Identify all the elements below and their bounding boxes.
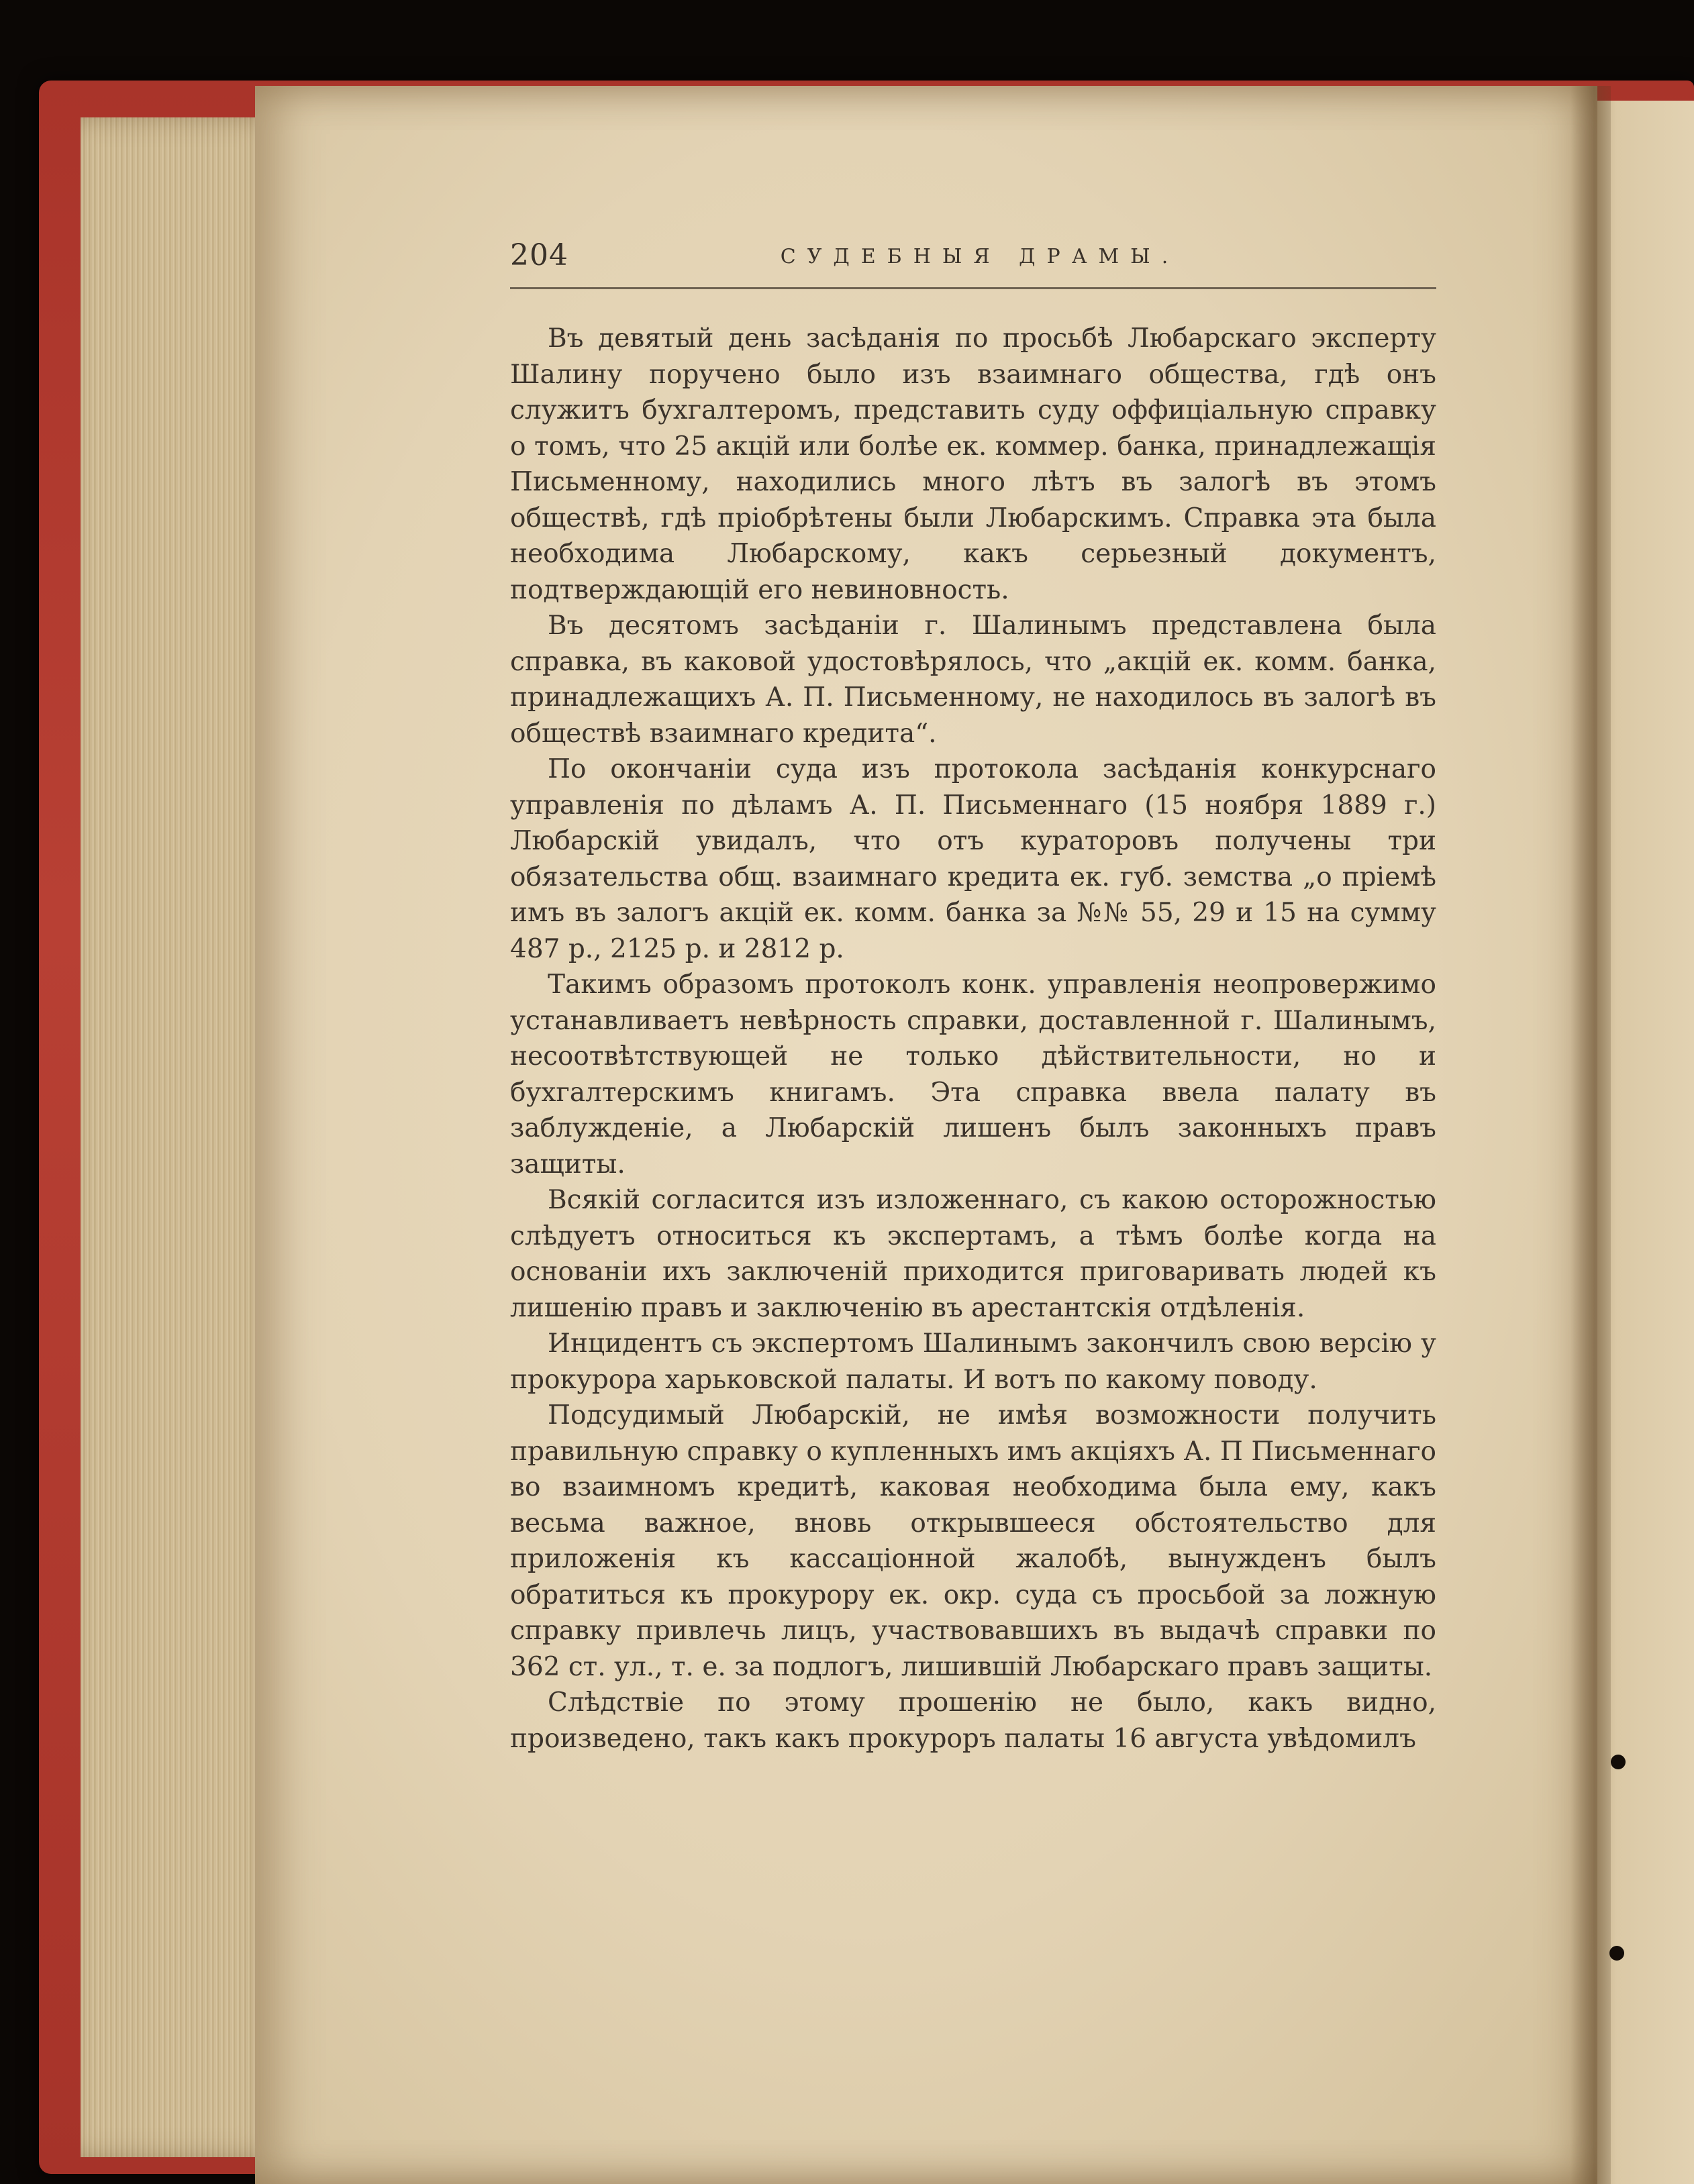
ink-blot (1609, 1946, 1624, 1961)
page-number: 204 (510, 238, 568, 272)
running-title: СУДЕБНЫЯ ДРАМЫ. (780, 245, 1180, 268)
book-gutter (1571, 86, 1611, 2184)
paragraph: Въ десятомъ засѣданіи г. Шалинымъ представлена была справка, въ каковой удостовѣрялось, что „акцій ек. комм. банка, принадлежащихъ А. П. Письменному, не находилось въ залогѣ въ обществѣ взаимнаго кредита“. (510, 611, 1436, 749)
page-header (510, 238, 1436, 285)
paragraph: Инцидентъ съ экспертомъ Шалинымъ закончилъ свою версію у прокурора харьковской палаты. И вотъ по какому поводу. (510, 1329, 1436, 1395)
body-text (510, 321, 1436, 1757)
paragraph: Такимъ образомъ протоколъ конк. управленія неопровержимо устанавливаетъ невѣрность справки, доставленной г. Шалинымъ, несоотвѣтствующей не только дѣйствительности, но и бухгалтерскимъ книгамъ. Эта справка ввела палату въ заблужденіе, а Любарскій лишенъ былъ законныхъ правъ защиты. (510, 970, 1436, 1180)
page-edges (81, 117, 282, 2157)
paragraph: Въ девятый день засѣданія по просьбѣ Любарскаго эксперту Шалину поручено было изъ взаимнаго общества, гдѣ онъ служитъ бухгалтеромъ, представить суду оффиціальную справку о томъ, что 25 акцій или болѣе ек. коммер. банка, принадлежащія Письменному, находились много лѣтъ въ залогѣ въ этомъ обществѣ, гдѣ пріобрѣтены были Любарскимъ. Справка эта была необходима Любарскому, какъ серьезный документъ, подтверждающій его невиновность. (510, 323, 1436, 605)
header-rule (510, 287, 1436, 289)
paragraph: Слѣдствіе по этому прошенію не было, какъ видно, произведено, такъ какъ прокуроръ палаты 16 августа увѣдомилъ (510, 1687, 1436, 1754)
paragraph: Всякій согласится изъ изложеннаго, съ какою осторожностью слѣдуетъ относиться къ экспертамъ, а тѣмъ болѣе когда на основаніи ихъ заключеній приходится приговаривать людей къ лишенію правъ и заключенію въ арестантскія отдѣленія. (510, 1185, 1436, 1323)
ink-blot (1611, 1755, 1626, 1769)
paragraph: По окончаніи суда изъ протокола засѣданія конкурснаго управленія по дѣламъ А. П. Письменнаго (15 ноября 1889 г.) Любарскій увидалъ, что отъ кураторовъ получены три обязательства общ. взаимнаго кредита ек. губ. земства „о пріемѣ имъ въ залогъ акцій ек. комм. банка за №№ 55, 29 и 15 на сумму 487 р., 2125 р. и 2812 р. (510, 754, 1436, 964)
paragraph: Подсудимый Любарскій, не имѣя возможности получить правильную справку о купленныхъ имъ акціяхъ А. П Письменнаго во взаимномъ кредитѣ, каковая необходима была ему, какъ весьма важное, вновь открывшееся обстоятельство для приложенія къ кассаціонной жалобѣ, вынужденъ былъ обратиться къ прокурору ек. окр. суда съ просьбой за ложную справку привлечь лицъ, участвовавшихъ въ выдачѣ справки по 362 ст. ул., т. е. за подлогъ, лишившій Любарскаго правъ защиты. (510, 1400, 1436, 1682)
